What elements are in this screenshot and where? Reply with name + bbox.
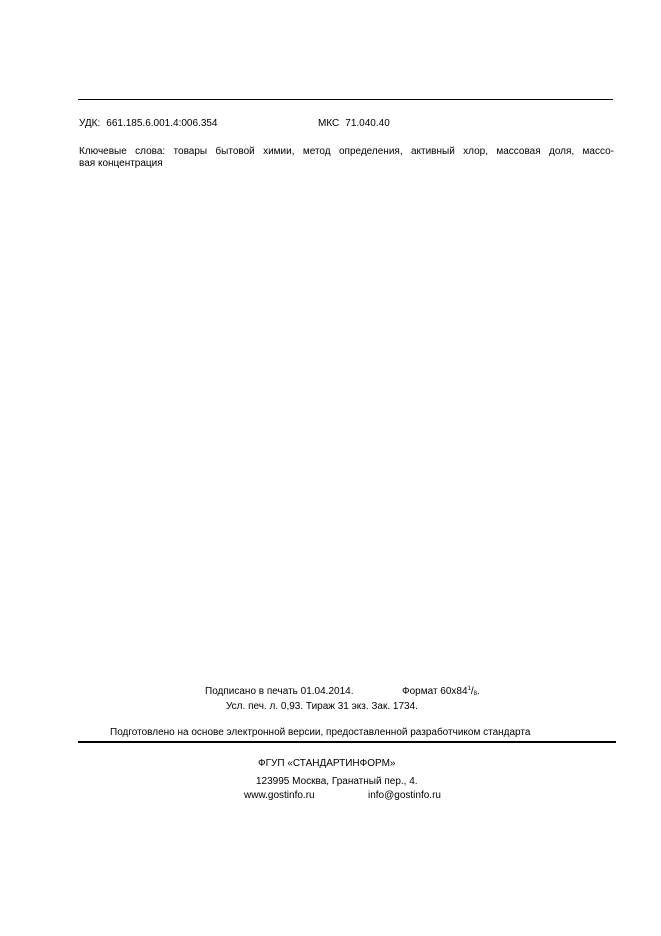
publisher-address: 123995 Москва, Гранатный пер., 4. (256, 776, 418, 787)
udk-code (79, 118, 218, 130)
keywords-line-1: Ключевые слова: товары бытовой химии, метод определения, активный хлор, массовая доля, массо- (79, 146, 614, 157)
format-suffix: . (477, 686, 480, 697)
publisher-email[interactable]: info@gostinfo.ru (368, 790, 441, 801)
keywords-line-2: вая концентрация (79, 158, 163, 169)
format-numerator: 1 (467, 686, 471, 692)
mks-value: 71.040.40 (345, 118, 390, 129)
format-denominator: 8 (473, 691, 478, 697)
print-info: Усл. печ. л. 0,93. Тираж 31 экз. Зак. 1734. (226, 701, 418, 712)
udk-value: 661.185.6.001.4:006.354 (106, 118, 218, 129)
udk-label: УДК: (79, 118, 101, 129)
format-prefix: Формат 60х84 (402, 686, 468, 697)
mks-code (318, 118, 390, 130)
publisher-website[interactable]: www.gostinfo.ru (244, 790, 315, 801)
prepared-note: Подготовлено на основе электронной версии, предоставленной разработчиком стандарта (110, 727, 531, 738)
bottom-divider (78, 741, 616, 743)
keywords-paragraph (79, 146, 614, 170)
top-divider (78, 99, 613, 100)
print-format (402, 686, 480, 698)
signed-to-print: Подписано в печать 01.04.2014. (205, 686, 354, 697)
publisher-name: ФГУП «СТАНДАРТИНФОРМ» (258, 758, 396, 769)
mks-label: МКС (318, 118, 340, 129)
format-slash: / (470, 686, 474, 697)
